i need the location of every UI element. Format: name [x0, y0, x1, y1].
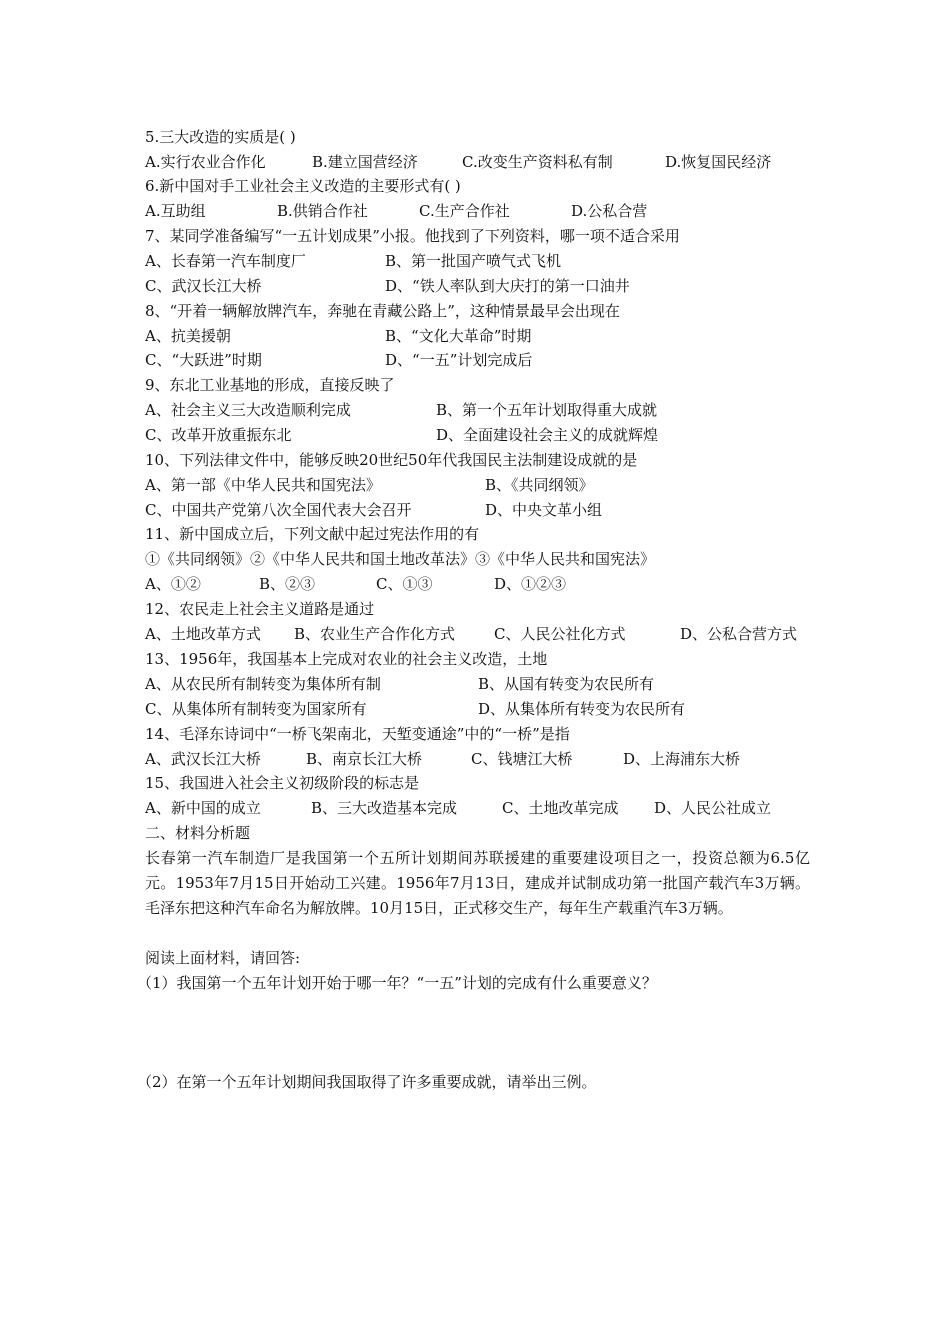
option-c: C、从集体所有制转变为国家所有: [145, 700, 367, 718]
option-b: B、第一批国产喷气式飞机: [385, 252, 562, 270]
option-d: D、全面建设社会主义的成就辉煌: [436, 426, 659, 444]
option-b: B、第一个五年计划取得重大成就: [436, 401, 658, 419]
question-9-options-row2: [0, 425, 950, 445]
question-8-options-row2: [0, 350, 950, 370]
question-8-stem: 8、“开着一辆解放牌汽车，奔驰在青藏公路上”，这种情景最早会出现在: [145, 302, 620, 320]
question-7-options-row2: [0, 276, 950, 296]
option-d: D、①②③: [494, 575, 567, 593]
option-b: B、农业生产合作化方式: [294, 625, 456, 643]
option-b: B、“文化大革命”时期: [385, 327, 532, 345]
option-a: A、社会主义三大改造顺利完成: [145, 401, 351, 419]
option-b: B、南京长江大桥: [306, 750, 423, 768]
option-a: A、武汉长江大桥: [145, 750, 261, 768]
option-c: C.改变生产资料私有制: [462, 153, 613, 171]
question-9-stem: 9、东北工业基地的形成，直接反映了: [145, 376, 395, 394]
option-d: D、中央文革小组: [485, 501, 603, 519]
option-c: C、①③: [376, 575, 433, 593]
option-a: A、长春第一汽车制度厂: [145, 252, 306, 270]
question-14-options: [0, 749, 950, 769]
question-9-options-row1: [0, 400, 950, 420]
question-6-options: [0, 201, 950, 221]
question-7-options-row1: [0, 251, 950, 271]
option-c: C、土地改革完成: [502, 799, 619, 817]
option-a: A、抗美援朝: [145, 327, 231, 345]
question-10-stem: 10、下列法律文件中，能够反映20世纪50年代我国民主法制建设成就的是: [145, 451, 638, 469]
question-5-stem: 5.三大改造的实质是( ): [145, 128, 296, 146]
option-d: D、从集体所有转变为农民所有: [478, 700, 686, 718]
option-d: D、上海浦东大桥: [623, 750, 741, 768]
option-c: C、武汉长江大桥: [145, 277, 262, 295]
question-13-stem: 13、1956年，我国基本上完成对农业的社会主义改造，土地: [145, 650, 548, 668]
option-b: B、三大改造基本完成: [311, 799, 458, 817]
question-10-options-row2: [0, 500, 950, 520]
question-12-stem: 12、农民走上社会主义道路是通过: [145, 600, 375, 618]
question-6-stem: 6.新中国对手工业社会主义改造的主要形式有( ): [145, 177, 461, 195]
option-d: D.公私合营: [571, 202, 648, 220]
option-a: A、土地改革方式: [145, 625, 261, 643]
option-c: C.生产合作社: [419, 202, 510, 220]
question-11-options: [0, 574, 950, 594]
option-a: A、新中国的成立: [145, 799, 261, 817]
question-14-stem: 14、毛泽东诗词中“一桥飞架南北，天堑变通途”中的“一桥”是指: [145, 725, 570, 743]
option-d: D、“铁人率队到大庆打的第一口油井: [385, 277, 630, 295]
option-d: D、“一五”计划完成后: [385, 351, 533, 369]
question-5-options: [0, 152, 950, 172]
option-c: C、钱塘江大桥: [471, 750, 573, 768]
section-heading: 二、材料分析题: [145, 824, 251, 842]
reading-prompt: 阅读上面材料，请回答:: [145, 949, 301, 967]
question-13-options-row2: [0, 699, 950, 719]
option-d: D、人民公社成立: [654, 799, 772, 817]
option-b: B、从国有转变为农民所有: [478, 675, 655, 693]
option-c: C、改革开放重振东北: [145, 426, 292, 444]
question-11-statements: ①《共同纲领》②《中华人民共和国土地改革法》③《中华人民共和国宪法》: [145, 550, 656, 568]
question-15-stem: 15、我国进入社会主义初级阶段的标志是: [145, 774, 420, 792]
option-b: B.建立国营经济: [312, 153, 418, 171]
option-a: A.实行农业合作化: [145, 153, 266, 171]
sub-question-2: （2）在第一个五年计划期间我国取得了许多重要成就，请举出三例。: [137, 1073, 597, 1091]
option-a: A、第一部《中华人民共和国宪法》: [145, 476, 381, 494]
option-c: C、“大跃进”时期: [145, 351, 262, 369]
option-b: B、《共同纲领》: [485, 476, 594, 494]
option-c: C、人民公社化方式: [494, 625, 626, 643]
question-7-stem: 7、某同学准备编写“一五计划成果”小报。他找到了下列资料，哪一项不适合采用: [145, 227, 680, 245]
option-b: B、②③: [259, 575, 316, 593]
option-d: D、公私合营方式: [680, 625, 798, 643]
question-12-options: [0, 624, 950, 644]
question-10-options-row1: [0, 475, 950, 495]
option-a: A.互助组: [145, 202, 206, 220]
question-13-options-row1: [0, 674, 950, 694]
option-c: C、中国共产党第八次全国代表大会召开: [145, 501, 412, 519]
question-15-options: [0, 798, 950, 818]
option-a: A、从农民所有制转变为集体所有制: [145, 675, 381, 693]
option-a: A、①②: [145, 575, 201, 593]
material-paragraph: 长春第一汽车制造厂是我国第一个五所计划期间苏联援建的重要建设项目之一，投资总额为6.5亿元。1953年7月15日开始动工兴建。1956年7月13日，建成并试制成功第一批国产载汽车3万辆。毛泽东把这种汽车命名为解放牌。10月15日，正式移交生产，每年生产载重汽车3万辆。: [145, 849, 810, 917]
sub-question-1: （1）我国第一个五年计划开始于哪一年？“一五”计划的完成有什么重要意义？: [137, 974, 657, 992]
option-d: D.恢复国民经济: [665, 153, 772, 171]
question-8-options-row1: [0, 326, 950, 346]
option-b: B.供销合作社: [277, 202, 368, 220]
question-11-stem: 11、新中国成立后，下列文献中起过宪法作用的有: [145, 525, 480, 543]
